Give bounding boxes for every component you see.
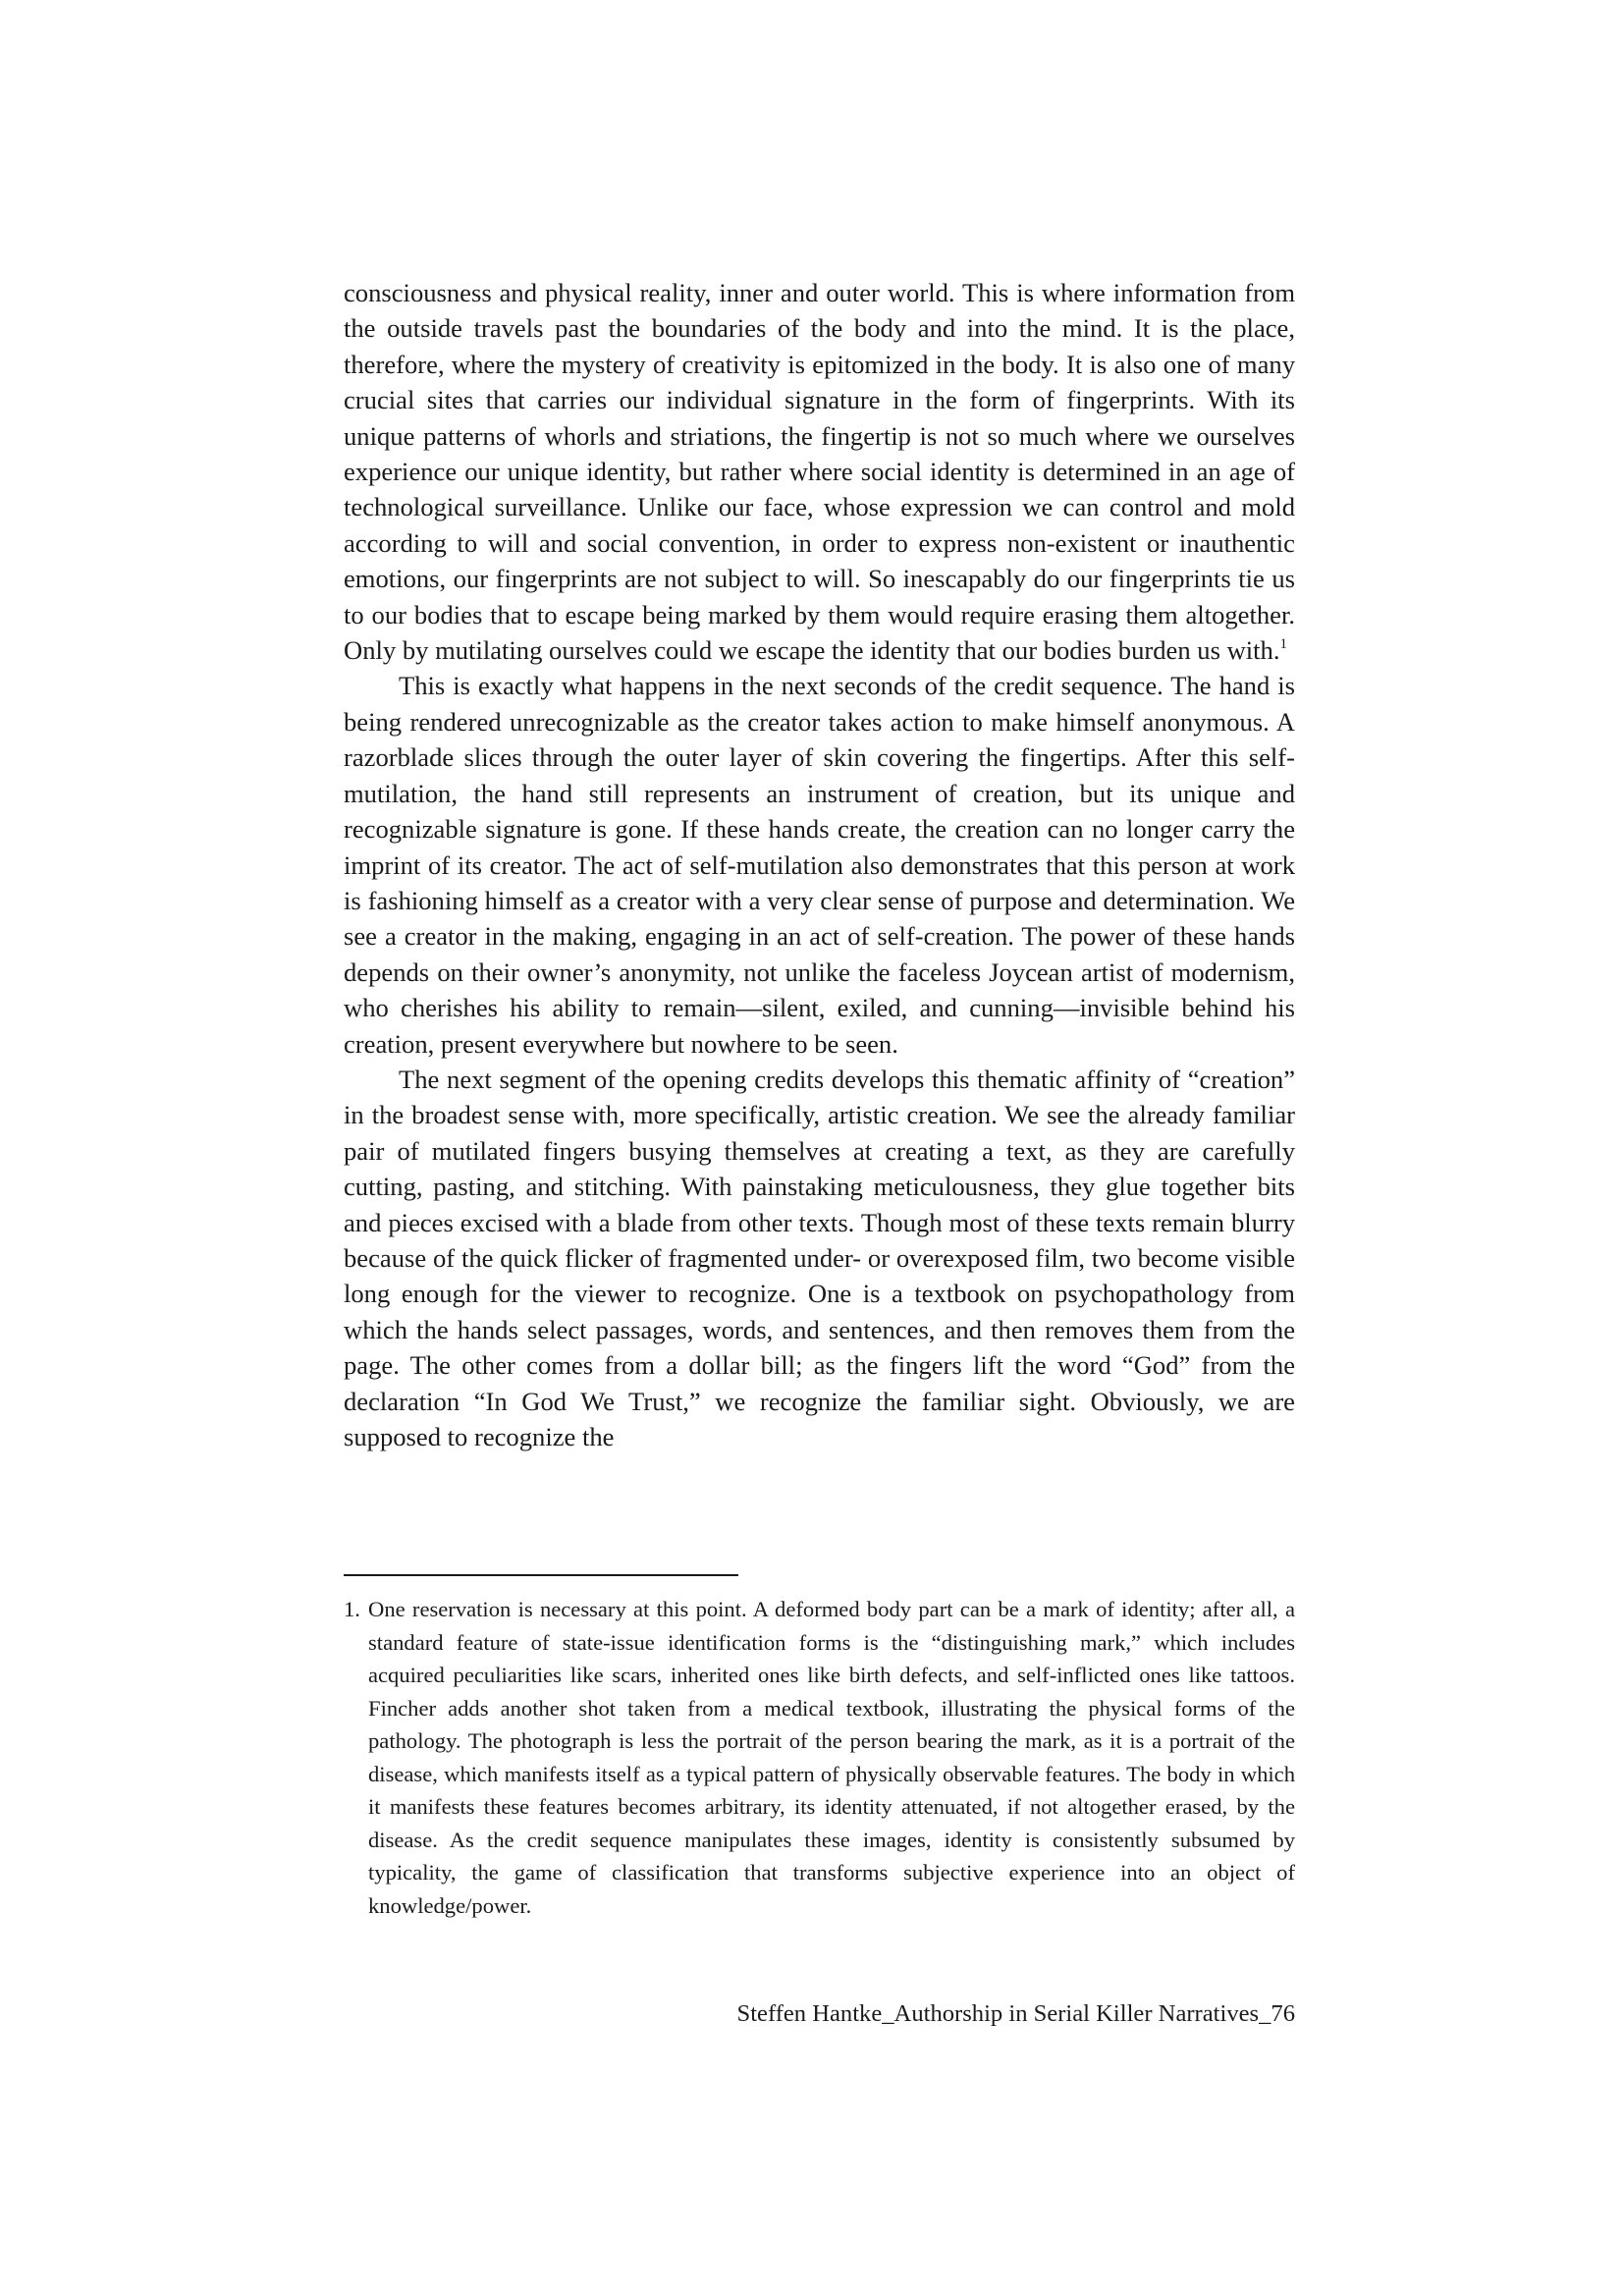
paragraph-3: The next segment of the opening credits develops this thematic affinity of “creation” in the broadest sense with, more specifically, artistic creation. We see the already familiar pair of mutilated fingers busying themselves at creating a text, as they are carefully cutting, pasting, and stitching. With painstaking meticulousness, they glue together bits and pieces excised with a blade from other texts. Though most of these texts remain blurry because of the quick flicker of fragmented under- or overexposed film, two become visible long enough for the viewer to recognize. One is a textbook on psychopathology from which the hands select passages, words, and sentences, and then removes them from the page. The other comes from a dollar bill; as the fingers lift the word “God” from the declaration “In God We Trust,” we recognize the familiar sight. Obviously, we are supposed to recognize the bbox=[344, 1064, 1295, 1451]
paragraph-1-text: consciousness and physical reality, inner and outer world. This is where information from the outside travels past the boundaries of the body and into the mind. It is the place, therefore, where the mystery of creativity is epitomized in the body. It is also one of many crucial sites that carries our individual signature in the form of fingerprints. With its unique patterns of whorls and striations, the fingertip is not so much where we ourselves experience our unique identity, but rather where social identity is determined in an age of technological surveillance. Unlike our face, whose expression we can control and mold according to will and social convention, in order to express non-existent or inauthentic emotions, our fingerprints are not subject to will. So inescapably do our fingerprints tie us to our bodies that to escape being marked by them would require erasing them altogether. Only by mutilating ourselves could we escape the identity that our bodies burden us with. bbox=[344, 278, 1295, 666]
paragraph-1 bbox=[344, 275, 1295, 668]
running-footer: Steffen Hantke_Authorship in Serial Killer Narratives_76 bbox=[736, 2000, 1295, 2027]
footnote-1 bbox=[344, 1593, 1295, 1922]
footnote-reference-1[interactable]: 1 bbox=[1279, 636, 1287, 653]
footnote-text: One reservation is necessary at this point. A deformed body part can be a mark of identity; after all, a standard feature of state-issue identification forms is the “distinguishing mark,” which includes acquired peculiarities like scars, inherited ones like birth defects, and self-inflicted ones like tattoos. Fincher adds another shot taken from a medical textbook, illustrating the physical forms of the pathology. The photograph is less the portrait of the person bearing the mark, as it is a portrait of the disease, which manifests itself as a typical pattern of physically observable features. The body in which it manifests these features becomes arbitrary, its identity attenuated, if not altogether erased, by the disease. As the credit sequence manipulates these images, identity is consistently subsumed by typicality, the game of classification that transforms subjective experience into an object of knowledge/power. bbox=[368, 1597, 1295, 1918]
main-text-block bbox=[344, 275, 1295, 1454]
footnote-separator-rule bbox=[344, 1574, 738, 1576]
footnote-number: 1. bbox=[344, 1597, 360, 1621]
body-text bbox=[344, 275, 1295, 1454]
footnotes-section bbox=[344, 1593, 1295, 1922]
paragraph-2: This is exactly what happens in the next seconds of the credit sequence. The hand is being rendered unrecognizable as the creator takes action to make himself anonymous. A razorblade slices through the outer layer of skin covering the fingertips. After this self-mutilation, the hand still represents an instrument of creation, but its unique and recognizable signature is gone. If these hands create, the creation can no longer carry the imprint of its creator. The act of self-mutilation also demonstrates that this person at work is fashioning himself as a creator with a very clear sense of purpose and determination. We see a creator in the making, engaging in an act of self-creation. The power of these hands depends on their owner’s anonymity, not unlike the faceless Joycean artist of modernism, who cherishes his ability to remain—silent, exiled, and cunning—invisible behind his creation, present everywhere but nowhere to be seen. bbox=[344, 671, 1295, 1059]
